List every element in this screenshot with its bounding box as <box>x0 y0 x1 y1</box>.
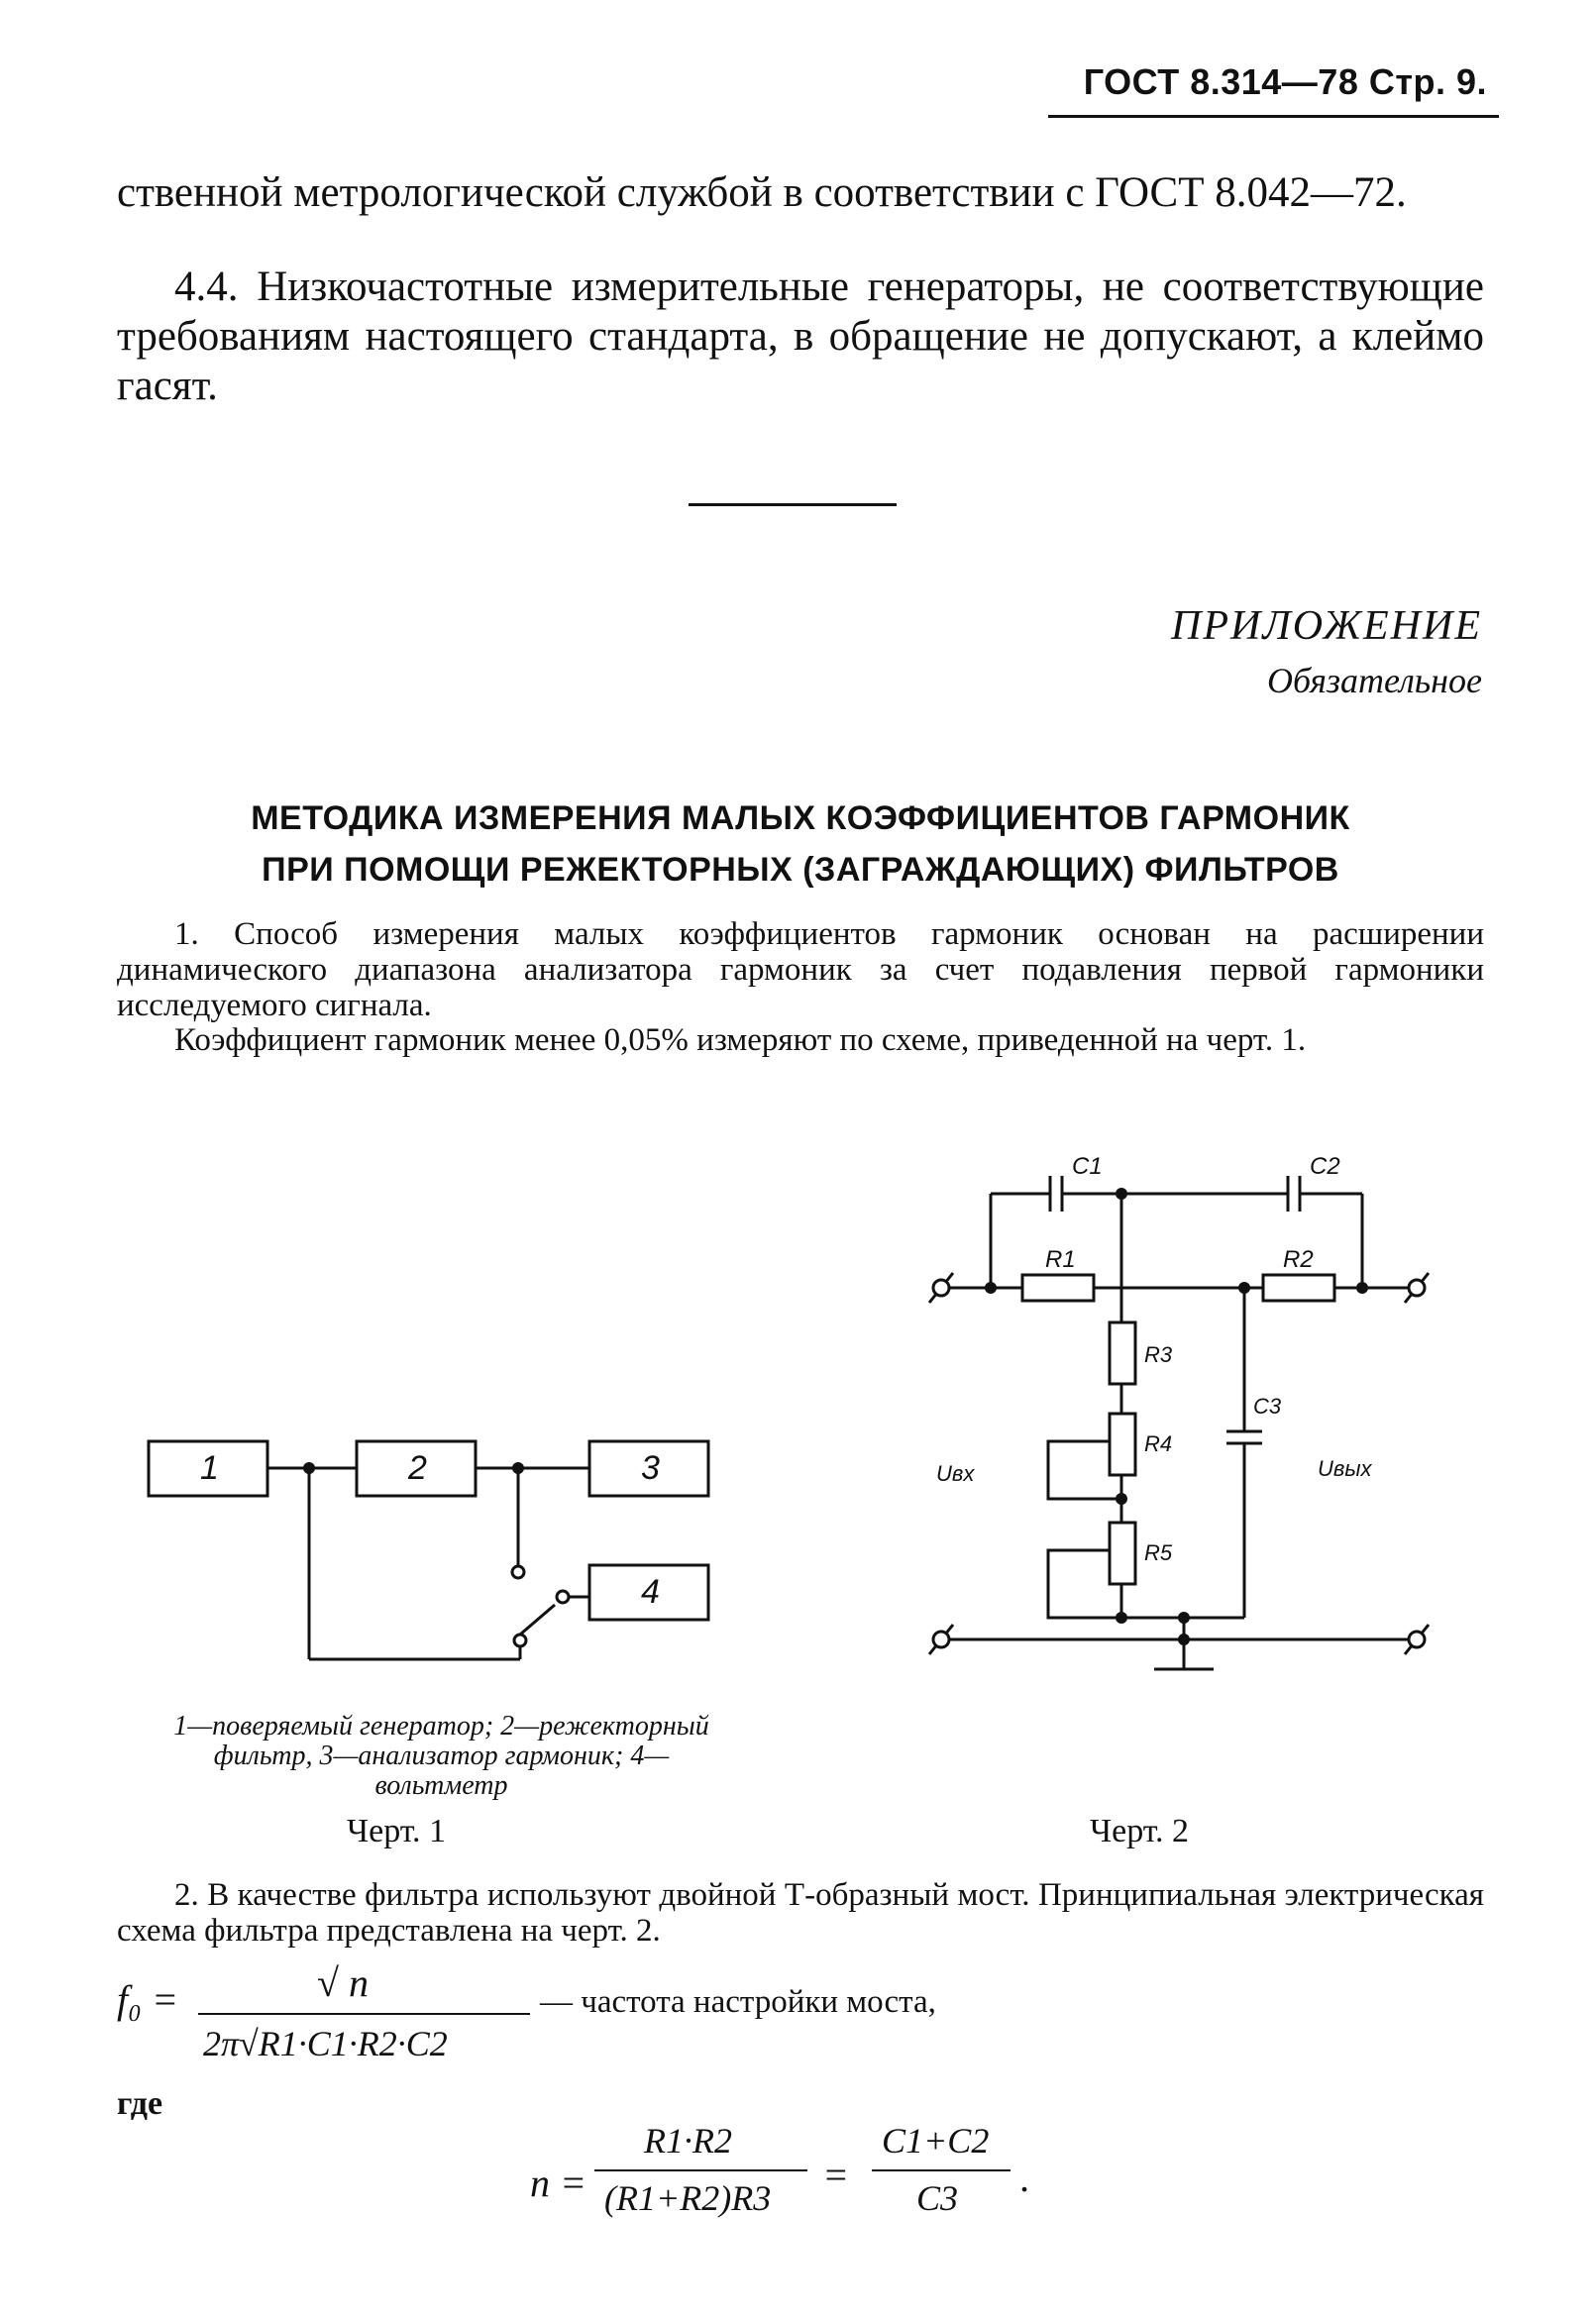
figure-1-label: Черт. 1 <box>347 1813 447 1849</box>
formula-1-description: — частота настройки моста, <box>540 1984 936 2020</box>
r2-label: R2 <box>1283 1246 1314 1273</box>
c1-label: C1 <box>1072 1153 1103 1180</box>
r4-label: R4 <box>1144 1431 1173 1456</box>
formula-2-equals: = <box>822 2153 849 2197</box>
formula-1-lhs: f₀ = <box>117 1977 179 2022</box>
section-4-4-paragraph: 4.4. Низкочастотные измерительные генераторы, не соответствующие требованиям настоящего стандарта, в обращение не допускают, а клеймо гасят. <box>117 264 1484 409</box>
c3-label: C3 <box>1253 1394 1282 1419</box>
formula-2-lhs: n = <box>530 2161 586 2205</box>
r3-label: R3 <box>1144 1342 1173 1367</box>
block-1-label: 1 <box>200 1449 219 1487</box>
formula-2-num1: R1·R2 <box>644 2121 732 2161</box>
r1-resistor <box>1022 1275 1094 1301</box>
paragraph-2: 2. В качестве фильтра используют двойной Т-образный мост. Принципиальная электрическая схема фильтра представлена на черт. 2. <box>117 1877 1484 1949</box>
method-title <box>117 792 1484 896</box>
block-3-label: 3 <box>641 1449 660 1487</box>
formula-2-num2: C1+C2 <box>882 2121 990 2161</box>
r2-resistor <box>1263 1275 1334 1301</box>
section-divider <box>689 503 897 506</box>
figure-1-caption: 1—поверяемый генератор; 2—режекторный фильтр, 3—анализатор гармоник; 4—вольтметр <box>173 1711 709 1801</box>
method-title-line-1: МЕТОДИКА ИЗМЕРЕНИЯ МАЛЫХ КОЭФФИЦИЕНТОВ ГАРМОНИК <box>251 799 1350 837</box>
switch-contacts <box>512 1566 569 1646</box>
continuation-paragraph: ственной метрологической службой в соответствии с ГОСТ 8.042—72. <box>117 169 1407 216</box>
formula-2-fraction-2-line <box>872 2169 1011 2171</box>
appendix-title: ПРИЛОЖЕНИЕ <box>1171 603 1482 649</box>
paragraph-1b: Коэффициент гармоник менее 0,05% измеряют по схеме, приведенной на черт. 1. <box>174 1022 1307 1058</box>
u-out-label: Uвых <box>1318 1456 1372 1481</box>
r5-label: R5 <box>1144 1540 1173 1565</box>
figure-2-label: Черт. 2 <box>1090 1813 1190 1849</box>
r1-label: R1 <box>1045 1246 1076 1273</box>
block-4-label: 4 <box>641 1573 660 1611</box>
formula-2-period: . <box>1020 2156 1030 2200</box>
c2-label: C2 <box>1310 1153 1340 1180</box>
formula-1-fraction-line <box>198 2013 530 2015</box>
appendix-heading <box>1171 602 1482 701</box>
formula-2-den2: C3 <box>916 2178 959 2218</box>
formula-2-fraction-1-line <box>594 2169 807 2171</box>
r4-resistor <box>1110 1414 1135 1475</box>
figure-1-diagram <box>139 1407 733 1704</box>
page-header: ГОСТ 8.314—78 Стр. 9. <box>1083 61 1487 102</box>
u-in-label: Uвх <box>936 1461 975 1486</box>
r5-resistor <box>1110 1523 1135 1584</box>
method-title-line-2: ПРИ ПОМОЩИ РЕЖЕКТОРНЫХ (ЗАГРАЖДАЮЩИХ) ФИЛЬТРОВ <box>262 851 1339 889</box>
paragraph-1: 1. Способ измерения малых коэффициентов гармоник основан на расширении динамического диапазона анализатора гармоник за счет подавления первой гармоники исследуемого сигнала. <box>117 916 1484 1023</box>
figure-2-diagram <box>911 1144 1466 1699</box>
header-rule <box>1048 115 1499 118</box>
where-label: где <box>117 2085 163 2122</box>
formula-1-numerator: √ n <box>317 1960 369 2005</box>
appendix-subtitle: Обязательное <box>1267 661 1482 700</box>
formula-2-den1: (R1+R2)R3 <box>604 2178 772 2218</box>
formula-1-denominator: 2π√R1·C1·R2·C2 <box>203 2024 448 2063</box>
r3-resistor <box>1110 1322 1135 1384</box>
block-2-label: 2 <box>408 1449 427 1487</box>
